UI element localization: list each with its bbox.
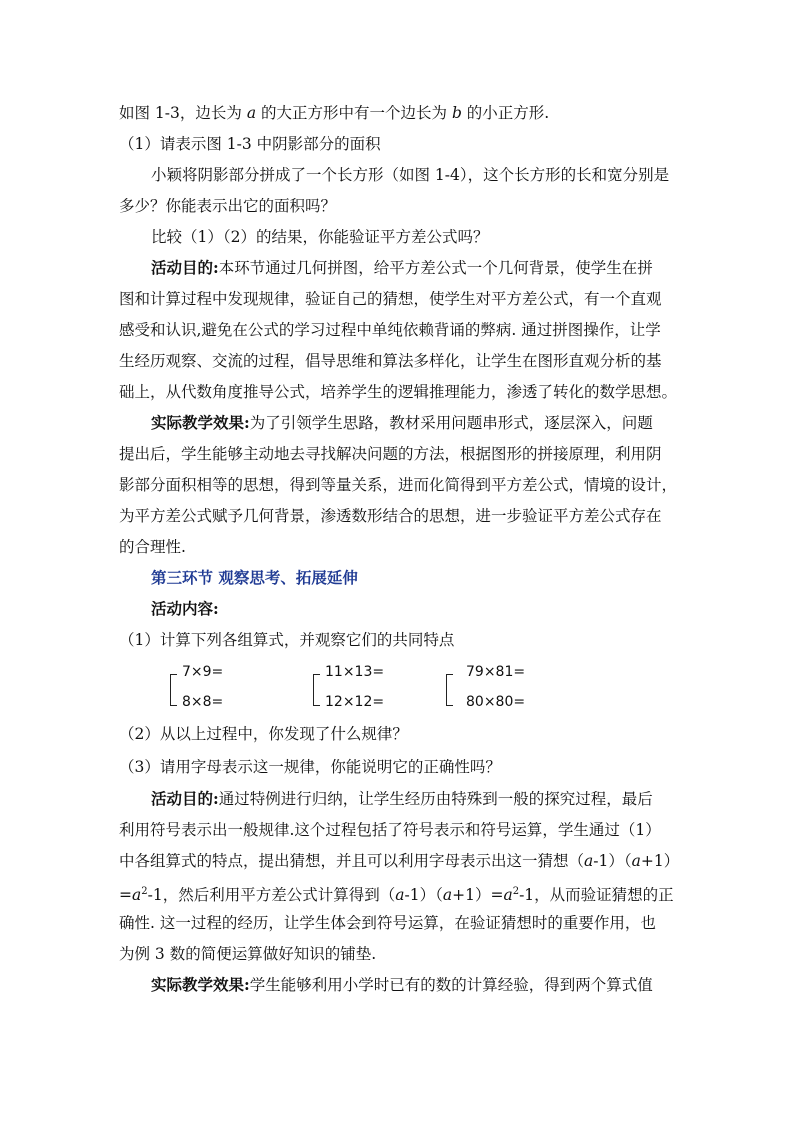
paragraph-line: 多少？你能表示出它的面积吗？ [119,197,337,215]
paragraph-line: 确性. 这一过程的经历，让学生体会到符号运算，在验证猜想时的重要作用，也 [119,914,656,932]
question-1: （1）计算下列各组算式，并观察它们的共同特点 [119,631,455,649]
paragraph-line: 图和计算过程中发现规律，验证自己的猜想，使学生对平方差公式，有一个直观 [119,290,662,308]
text: -1，然后利用平方差公式计算得到（ [147,886,396,905]
text: +1） [640,852,680,870]
paragraph-line: 生经历观察、交流的过程，倡导思维和算法多样化，让学生在图形直观分析的基 [119,352,662,370]
text: = [119,886,132,905]
text: -1）（ [404,886,443,905]
intro-line [119,103,549,123]
text: 为了引领学生思路，教材采用问题串形式，逐层深入，问题 [249,414,653,432]
paragraph-line [119,851,679,871]
expression: 80×80= [466,694,526,710]
paragraph-line [119,882,674,905]
text: -1）（ [593,852,632,870]
paragraph-line: 为平方差公式赋予几何背景，渗透数形结合的思想，进一步验证平方差公式存在 [119,507,662,525]
paragraph-line [151,975,653,995]
superscript: 2 [512,886,520,897]
text: 通过特例进行归纳，让学生经历由特殊到一般的探究过程，最后 [218,790,653,808]
bracket [170,674,177,706]
paragraph-line: 影部分面积相等的思想，得到等量关系，进而化简得到平方差公式，情境的设计， [119,476,678,494]
text: 学生能够利用小学时已有的数的计算经验，得到两个算式值 [249,976,653,994]
expression: 79×81= [466,664,526,680]
text: -1，从而验证猜想的正 [519,886,674,905]
text: 如图 1-3，边长为 [119,104,247,122]
paragraph-line [151,258,653,278]
activity-content-label: 活动内容: [151,599,219,618]
question-2: （2）从以上过程中，你发现了什么规律？ [119,725,408,743]
var-b: b [451,104,462,122]
paragraph-line: 提出后，学生能够主动地去寻找解决问题的方法，根据图形的拼接原理，利用阴 [119,445,662,463]
var-a: a [395,886,405,905]
var-a: a [631,852,641,870]
paragraph-line [151,413,653,433]
expression: 8×8= [182,694,224,710]
var-a: a [584,852,594,870]
paragraph-line: 感受和认识,避免在公式的学习过程中单纯依赖背诵的弊病. 通过拼图操作，让学 [119,321,661,339]
paragraph-line [151,789,653,809]
activity-purpose-label: 活动目的: [151,258,219,277]
paragraph-line: 比较（1）（2）的结果，你能验证平方差公式吗？ [151,228,489,246]
var-a: a [442,886,453,905]
var-a: a [132,886,142,905]
text: +1）= [452,886,504,905]
paragraph-line: 的合理性. [119,538,186,556]
expression: 11×13= [325,664,385,680]
paragraph-line: 为例 3 数的简便运算做好知识的铺垫. [119,945,377,963]
expression: 12×12= [325,694,385,710]
teaching-effect-label: 实际教学效果: [151,413,250,432]
text: 本环节通过几何拼图，给平方差公式一个几何背景，使学生在拼 [218,259,653,277]
paragraph-line: 利用符号表示出一般规律.这个过程包括了符号表示和符号运算，学生通过（1） [119,821,661,839]
paragraph-line: 础上，从代数角度推导公式，培养学生的逻辑推理能力，渗透了转化的数学思想。 [119,383,678,401]
text: 中各组算式的特点，提出猜想，并且可以利用字母表示出这一猜想（ [119,852,585,870]
var-a: a [503,886,513,905]
paragraph-line: 小颖将阴影部分拼成了一个长方形（如图 1-4），这个长方形的长和宽分别是 [151,166,670,184]
superscript: 2 [141,886,148,897]
bracket [446,674,453,706]
text: 的小正方形. [461,104,550,122]
var-a: a [246,104,257,122]
section-heading: 第三环节 观察思考、拓展延伸 [151,568,358,587]
teaching-effect-label: 实际教学效果: [151,975,250,994]
expression: 7×9= [182,664,224,680]
question-1: （1）请表示图 1-3 中阴影部分的面积 [119,135,381,153]
text: 的大正方形中有一个边长为 [256,104,452,122]
bracket [313,674,320,706]
question-3: （3）请用字母表示这一规律，你能说明它的正确性吗？ [119,758,501,776]
activity-purpose-label: 活动目的: [151,789,219,808]
